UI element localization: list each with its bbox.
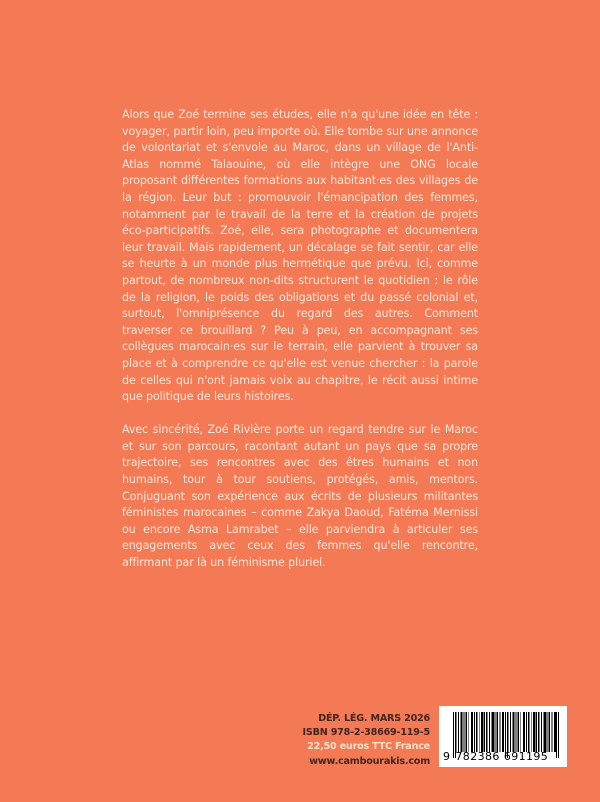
isbn: ISBN 978-2-38669-119-5 xyxy=(302,727,430,739)
blurb-paragraph-1: Alors que Zoé termine ses études, elle n'a qu'une idée en tête : voyager, partir loin, peu importe où. Elle tombe sur une annonce de volontariat et s'envole au Maroc, dans un village de l'Anti-Atlas nommé Talaouine, où elle intègre une ONG locale proposant différentes formations aux habitant·es des villages de la région. Leur but : promouvoir l'émancipation des femmes, notamment par le travail de la terre et la création de projets éco-participatifs. Zoé, elle, sera photographe et documentera leur travail. Mais rapidement, un décalage se fait sentir, car elle se heurte à un monde plus hermétique que prévu. Ici, comme partout, de nombreux non-dits structurent le quotidien : le rôle de la religion, le poids des obligations et du passé colonial et, surtout, l'omniprésence du regard des autres. Comment traverser ce brouillard ? Peu à peu, en accompagnant ses collègues marocain·es sur le terrain, elle parvient à trouver sa place et à comprendre ce qu'elle est venue chercher : la parole de celles qui n'ont jamais voix au chapitre, le récit aussi intime que politique de leurs histoires. xyxy=(122,108,478,404)
isbn-barcode xyxy=(439,706,567,767)
barcode-left-group: 782386 xyxy=(455,750,500,763)
barcode-lead-digit: 9 xyxy=(443,750,451,763)
publisher-website: www.cambourakis.com xyxy=(309,755,430,767)
barcode-right-group: 691195 xyxy=(503,750,549,763)
price: 22,50 euros TTC France xyxy=(307,741,430,753)
blurb-paragraph-2: Avec sincérité, Zoé Rivière porte un regard tendre sur le Maroc et sur son parcours, racontant autant un pays que sa propre trajectoire, ses rencontres avec des êtres humains et non humains, tour à tour soutiens, protégés, amis, mentors. Conjuguant son expérience aux écrits de plusieurs militantes féministes marocaines – comme Zakya Daoud, Fatéma Mernissi ou encore Asma Lamrabet – elle parviendra à articuler ses engagements avec ceux des femmes qu'elle rencontre, affirmant par là un féminisme pluriel. xyxy=(122,423,478,570)
legal-deposit: DÉP. LÉG. MARS 2026 xyxy=(318,713,430,724)
blurb-text xyxy=(122,107,478,588)
barcode-bars-icon xyxy=(453,712,559,752)
colophon xyxy=(300,712,430,769)
barcode-digits xyxy=(443,750,563,763)
